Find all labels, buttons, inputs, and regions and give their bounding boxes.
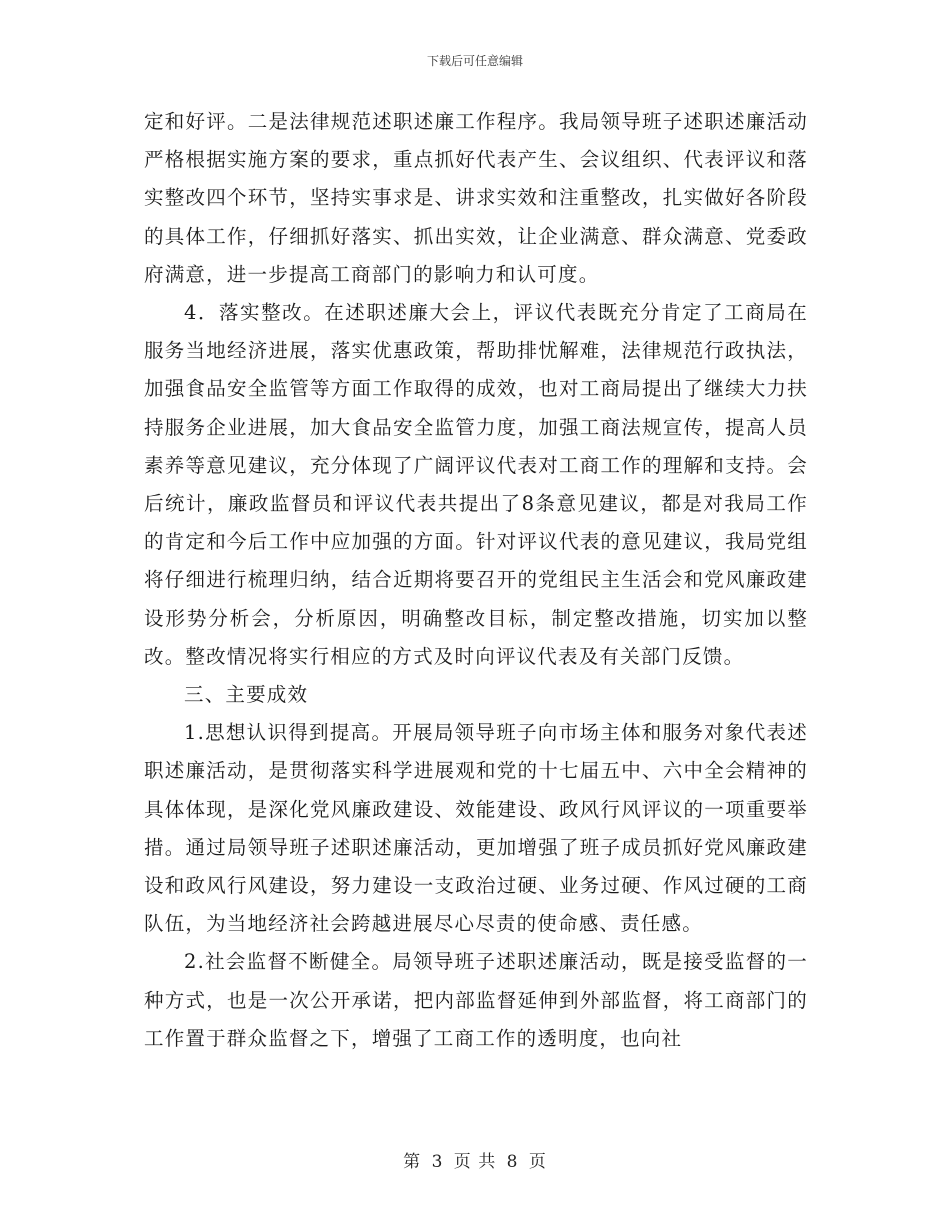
paragraph-1: 定和好评。二是法律规范述职述廉工作程序。我局领导班子述职述廉活动严格根据实施方案的要求，重点抓好代表产生、会议组织、代表评议和落实整改四个环节，坚持实事求是、讲求实效和注重整改，扎实做好各阶段的具体工作，仔细抓好落实、抓出实效，让企业满意、群众满意、党委政府满意，进一步提高工商部门的影响力和认可度。 <box>144 110 808 286</box>
footer-suffix: 页 <box>528 1152 547 1172</box>
section-heading: 三、主要成效 <box>184 683 309 707</box>
footer-total-pages: 8 <box>506 1152 519 1172</box>
footer-prefix: 第 <box>403 1152 422 1172</box>
footer-current-page: 3 <box>431 1152 444 1172</box>
page-footer <box>0 1147 950 1172</box>
footer-middle: 页 共 <box>453 1152 497 1172</box>
paragraph-4: 2.社会监督不断健全。局领导班子述职述廉活动，既是接受监督的一种方式，也是一次公开承诺，把内部监督延伸到外部监督，将工商部门的工作置于群众监督之下，增强了工商工作的透明度，也向社 <box>144 950 808 1050</box>
paragraph-3: 1.思想认识得到提高。开展局领导班子向市场主体和服务对象代表述职述廉活动，是贯彻落实科学进展观和党的十七届五中、六中全会精神的具体体现，是深化党风廉政建设、效能建设、政风行风评议的一项重要举措。通过局领导班子述职述廉活动，更加增强了班子成员抓好党风廉政建设和政风行风建设，努力建设一支政治过硬、业务过硬、作风过硬的工商队伍，为当地经济社会跨越进展尽心尽责的使命感、责任感。 <box>144 721 808 936</box>
header-text: 下载后可任意编辑 <box>426 54 523 68</box>
document-body <box>144 103 808 1058</box>
paragraph-2: 4．落实整改。在述职述廉大会上，评议代表既充分肯定了工商局在服务当地经济进展，落实优惠政策，帮助排忧解难，法律规范行政执法，加强食品安全监管等方面工作取得的成效，也对工商局提出了继续大力扶持服务企业进展，加大食品安全监管力度，加强工商法规宣传，提高人员素养等意见建议，充分体现了广阔评议代表对工商工作的理解和支持。会后统计，廉政监督员和评议代表共提出了8条意见建议，都是对我局工作的肯定和今后工作中应加强的方面。针对评议代表的意见建议，我局党组将仔细进行梳理归纳，结合近期将要召开的党组民主生活会和党风廉政建设形势分析会，分析原因，明确整改目标，制定整改措施，切实加以整改。整改情况将实行相应的方式及时向评议代表及有关部门反馈。 <box>144 301 808 668</box>
page-header <box>0 52 950 69</box>
